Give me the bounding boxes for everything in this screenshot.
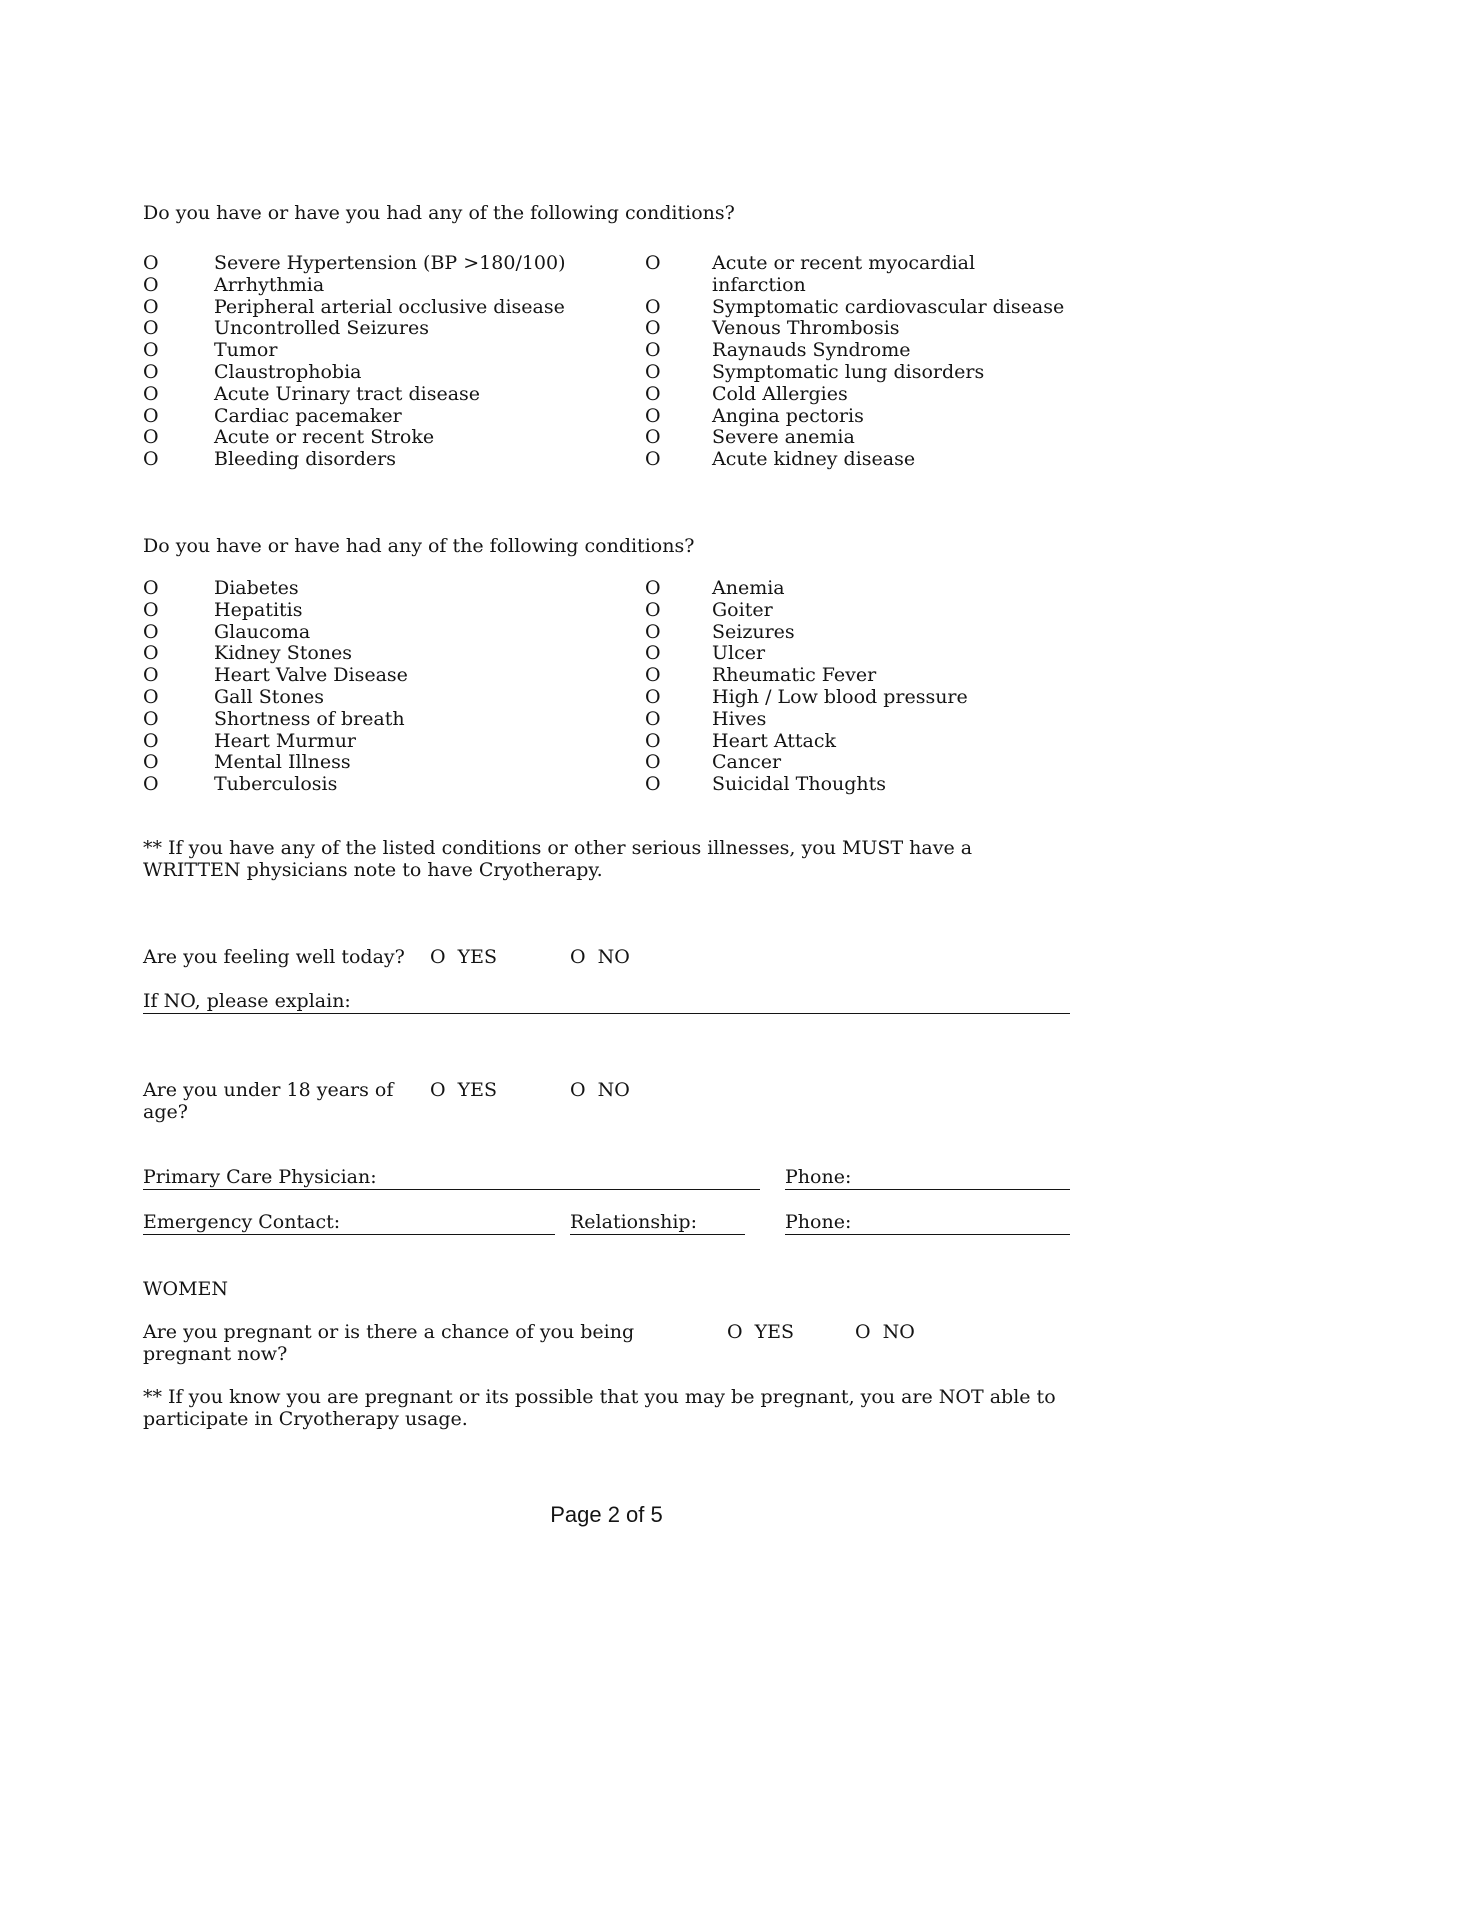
condition-label: Gall Stones xyxy=(214,685,325,708)
condition-row xyxy=(645,253,1070,297)
condition-circle-option[interactable]: O xyxy=(143,404,159,427)
conditions-list-2-right xyxy=(645,578,1070,796)
yes-label: YES xyxy=(457,945,498,968)
condition-label: Claustrophobia xyxy=(214,360,362,383)
condition-row xyxy=(645,449,1070,471)
condition-circle-option[interactable]: O xyxy=(645,426,661,449)
condition-circle-option[interactable]: O xyxy=(143,773,159,796)
question-conditions-2: Do you have or have had any of the following conditions? xyxy=(143,534,695,557)
yes-label: YES xyxy=(754,1320,795,1343)
condition-row xyxy=(645,362,1070,384)
condition-circle-option[interactable]: O xyxy=(645,448,661,471)
emergency-phone-field[interactable] xyxy=(785,1211,1070,1235)
condition-row xyxy=(143,253,645,275)
condition-circle-option[interactable]: O xyxy=(143,317,159,340)
physician-note-warning: ** If you have any of the listed conditions or other serious illnesses, you MUST have a WRITTEN physicians note to have Cryotherapy. xyxy=(143,836,973,881)
condition-row xyxy=(143,709,645,731)
yes-label: YES xyxy=(457,1078,498,1101)
condition-label: Acute Urinary tract disease xyxy=(214,382,481,405)
condition-label: Acute kidney disease xyxy=(712,448,916,471)
pregnant-row xyxy=(143,1321,1070,1365)
emergency-contact-label: Emergency Contact: xyxy=(143,1210,341,1233)
condition-row xyxy=(143,427,645,449)
condition-row xyxy=(143,578,645,600)
conditions-list-2 xyxy=(143,578,1070,796)
condition-circle-option[interactable]: O xyxy=(645,576,661,599)
condition-circle-option[interactable]: O xyxy=(143,576,159,599)
under-18-question: Are you under 18 years of age? xyxy=(143,1078,394,1123)
conditions-list-1-left xyxy=(143,253,645,471)
condition-circle-option[interactable]: O xyxy=(143,295,159,318)
condition-row xyxy=(143,687,645,709)
feeling-well-no-option[interactable] xyxy=(570,946,630,968)
no-circle: O xyxy=(855,1320,871,1343)
condition-label: Heart Murmur xyxy=(214,729,357,752)
physician-label: Primary Care Physician: xyxy=(143,1165,377,1188)
condition-circle-option[interactable]: O xyxy=(143,707,159,730)
condition-circle-option[interactable]: O xyxy=(143,751,159,774)
condition-row xyxy=(143,600,645,622)
condition-label: Heart Valve Disease xyxy=(214,664,408,687)
condition-label: Seizures xyxy=(712,620,795,643)
condition-label: Raynauds Syndrome xyxy=(712,339,911,362)
condition-circle-option[interactable]: O xyxy=(143,426,159,449)
condition-row xyxy=(143,622,645,644)
condition-label: Goiter xyxy=(712,598,773,621)
under-18-yes-option[interactable] xyxy=(430,1079,570,1101)
condition-label: Mental Illness xyxy=(214,751,351,774)
relationship-label: Relationship: xyxy=(570,1210,697,1233)
no-label: NO xyxy=(597,1078,630,1101)
explain-row xyxy=(143,990,1070,1014)
condition-circle-option[interactable]: O xyxy=(645,664,661,687)
condition-circle-option[interactable]: O xyxy=(645,751,661,774)
condition-label: Acute or recent Stroke xyxy=(214,426,435,449)
condition-circle-option[interactable]: O xyxy=(143,642,159,665)
condition-label: Diabetes xyxy=(214,576,299,599)
condition-circle-option[interactable]: O xyxy=(143,598,159,621)
condition-circle-option[interactable]: O xyxy=(143,448,159,471)
condition-label: Hepatitis xyxy=(214,598,303,621)
condition-label: Arrhythmia xyxy=(214,273,325,296)
condition-label: Angina pectoris xyxy=(712,404,864,427)
relationship-field[interactable] xyxy=(570,1211,745,1235)
yes-circle: O xyxy=(727,1320,743,1343)
condition-row xyxy=(645,752,1070,774)
condition-label: Venous Thrombosis xyxy=(712,317,900,340)
condition-circle-option[interactable]: O xyxy=(645,339,661,362)
condition-label: Rheumatic Fever xyxy=(712,664,877,687)
condition-label: Hives xyxy=(712,707,767,730)
yes-circle: O xyxy=(430,1078,446,1101)
phone-label: Phone: xyxy=(785,1210,852,1233)
condition-row xyxy=(645,709,1070,731)
condition-row xyxy=(645,318,1070,340)
condition-label: Cold Allergies xyxy=(712,382,848,405)
under-18-row xyxy=(143,1079,1070,1123)
no-label: NO xyxy=(882,1320,915,1343)
condition-label: Tumor xyxy=(214,339,278,362)
pregnancy-warning: ** If you know you are pregnant or its possible that you may be pregnant, you are NOT able to participate in Cryotherapy usage. xyxy=(143,1385,1056,1430)
condition-circle-option[interactable]: O xyxy=(645,404,661,427)
condition-label: Glaucoma xyxy=(214,620,311,643)
condition-row xyxy=(143,449,645,471)
condition-row xyxy=(645,427,1070,449)
phone-label: Phone: xyxy=(785,1165,852,1188)
condition-circle-option[interactable]: O xyxy=(143,685,159,708)
condition-row xyxy=(645,622,1070,644)
condition-label: Kidney Stones xyxy=(214,642,353,665)
condition-circle-option[interactable]: O xyxy=(645,642,661,665)
physician-phone-field[interactable] xyxy=(785,1166,1070,1190)
pregnant-no-option[interactable] xyxy=(855,1321,915,1343)
feeling-well-question: Are you feeling well today? xyxy=(143,945,405,968)
condition-circle-option[interactable]: O xyxy=(645,360,661,383)
condition-row xyxy=(645,340,1070,362)
pregnant-yes-option[interactable] xyxy=(727,1321,855,1343)
conditions-section-2 xyxy=(143,535,1070,796)
condition-row xyxy=(143,774,645,796)
no-circle: O xyxy=(570,945,586,968)
condition-row xyxy=(143,643,645,665)
condition-row xyxy=(143,752,645,774)
no-circle: O xyxy=(570,1078,586,1101)
condition-label: Uncontrolled Seizures xyxy=(214,317,429,340)
question-conditions-1: Do you have or have you had any of the following conditions? xyxy=(143,202,735,224)
condition-circle-option[interactable]: O xyxy=(143,252,159,274)
feeling-well-yes-option[interactable] xyxy=(430,946,570,968)
yes-circle: O xyxy=(430,945,446,968)
explain-field[interactable] xyxy=(143,990,1070,1014)
condition-circle-option[interactable]: O xyxy=(645,252,661,274)
physician-row xyxy=(143,1166,1070,1190)
condition-row xyxy=(645,774,1070,796)
condition-circle-option[interactable]: O xyxy=(143,664,159,687)
condition-label: Severe Hypertension (BP >180/100) xyxy=(214,252,566,274)
condition-row xyxy=(645,665,1070,687)
no-label: NO xyxy=(597,945,630,968)
condition-circle-option[interactable]: O xyxy=(645,707,661,730)
condition-row xyxy=(645,731,1070,753)
condition-circle-option[interactable]: O xyxy=(143,273,159,296)
emergency-contact-field[interactable] xyxy=(143,1211,555,1235)
condition-label: Symptomatic lung disorders xyxy=(712,360,985,383)
conditions-list-1-right xyxy=(645,253,1070,471)
condition-row xyxy=(143,384,645,406)
condition-row xyxy=(143,362,645,384)
condition-label: Bleeding disorders xyxy=(214,448,396,471)
condition-circle-option[interactable]: O xyxy=(645,620,661,643)
condition-row xyxy=(645,643,1070,665)
under-18-no-option[interactable] xyxy=(570,1079,630,1101)
condition-row xyxy=(143,406,645,428)
condition-circle-option[interactable]: O xyxy=(645,382,661,405)
conditions-list-1 xyxy=(143,253,1070,471)
women-section-heading: WOMEN xyxy=(143,1277,229,1300)
explain-label: If NO, please explain: xyxy=(143,989,351,1012)
condition-circle-option[interactable]: O xyxy=(645,685,661,708)
condition-row xyxy=(645,578,1070,600)
condition-row xyxy=(143,731,645,753)
condition-row xyxy=(143,297,645,319)
condition-row xyxy=(143,340,645,362)
condition-circle-option[interactable]: O xyxy=(143,382,159,405)
feeling-well-row xyxy=(143,946,1070,968)
condition-row xyxy=(143,318,645,340)
conditions-list-2-left xyxy=(143,578,645,796)
condition-label: Heart Attack xyxy=(712,729,837,752)
condition-label: Cancer xyxy=(712,751,782,774)
condition-label: Tuberculosis xyxy=(214,773,338,796)
condition-row xyxy=(143,275,645,297)
condition-label: Shortness of breath xyxy=(214,707,405,730)
condition-row xyxy=(645,687,1070,709)
condition-label: Ulcer xyxy=(712,642,766,665)
condition-label: Peripheral arterial occlusive disease xyxy=(214,295,565,318)
condition-row xyxy=(645,600,1070,622)
condition-circle-option[interactable]: O xyxy=(143,360,159,383)
condition-label: Cardiac pacemaker xyxy=(214,404,402,427)
condition-circle-option[interactable]: O xyxy=(143,339,159,362)
condition-label: Acute or recent myocardial infarction xyxy=(712,252,976,296)
condition-circle-option[interactable]: O xyxy=(645,295,661,318)
condition-circle-option[interactable]: O xyxy=(645,598,661,621)
condition-label: Symptomatic cardiovascular disease xyxy=(712,295,1065,318)
condition-circle-option[interactable]: O xyxy=(645,317,661,340)
page-number: Page 2 of 5 xyxy=(550,1501,663,1527)
condition-label: Suicidal Thoughts xyxy=(712,773,887,796)
condition-label: Severe anemia xyxy=(712,426,855,449)
condition-circle-option[interactable]: O xyxy=(143,729,159,752)
condition-label: High / Low blood pressure xyxy=(712,685,968,708)
emergency-contact-row xyxy=(143,1211,1070,1235)
condition-circle-option[interactable]: O xyxy=(645,773,661,796)
condition-circle-option[interactable]: O xyxy=(645,729,661,752)
condition-row xyxy=(645,297,1070,319)
condition-row xyxy=(143,665,645,687)
condition-row xyxy=(645,384,1070,406)
physician-field[interactable] xyxy=(143,1166,760,1190)
condition-row xyxy=(645,406,1070,428)
pregnant-question: Are you pregnant or is there a chance of you being pregnant now? xyxy=(143,1320,635,1365)
condition-label: Anemia xyxy=(712,576,785,599)
condition-circle-option[interactable]: O xyxy=(143,620,159,643)
